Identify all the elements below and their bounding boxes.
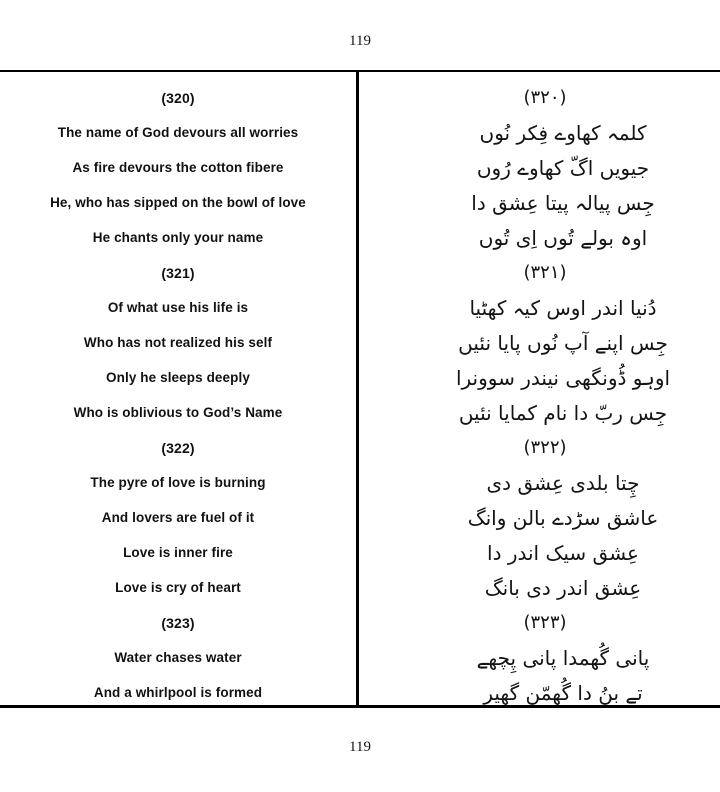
- verse-number-en: (322): [161, 439, 195, 456]
- verse-line: [0, 360, 720, 395]
- verse-line-en: Who has not realized his self: [83, 335, 273, 350]
- verse-line-ur: دُنیا اندر اوس کیہ کھٹیا: [469, 295, 657, 320]
- verse-line-en: He, who has sipped on the bowl of love: [50, 195, 306, 210]
- verse-line: [0, 290, 720, 325]
- verse-line-ur: اوہو ڈُونگھی نیندر سوونرا: [455, 365, 671, 390]
- verse-line-en: And a whirlpool is formed: [93, 685, 263, 700]
- verse-323-header: [0, 605, 720, 640]
- verse-line-ur: جِس اپنے آپ نُوں پایا نئیں: [458, 330, 668, 355]
- verse-320-header: [0, 80, 720, 115]
- verse-line-en: Of what use his life is: [107, 300, 249, 315]
- verse-line-en: The pyre of love is burning: [90, 475, 266, 490]
- verse-line-ur: چِتا بلدی عِشق دی: [486, 470, 640, 495]
- verse-line-ur: اوہ بولے تُوں اِی تُوں: [478, 225, 648, 250]
- verse-number-ur: (۳۲۳): [523, 612, 567, 633]
- verse-line: [0, 395, 720, 430]
- verse-line-ur: جِس پیالہ پیتا عِشق دا: [471, 190, 655, 215]
- verse-line: [0, 150, 720, 185]
- verse-number-en: (321): [161, 264, 195, 281]
- verse-line-ur: جیویں اگّ کھاوے رُوں: [476, 155, 650, 180]
- verse-line-en: Who is oblivious to God’s Name: [73, 405, 283, 420]
- verse-line-ur: عاشق سڑدے بالن وانگ: [467, 505, 659, 530]
- verse-line-ur: عِشق سیک اندر دا: [487, 540, 639, 565]
- verse-line-en: Water chases water: [114, 650, 242, 665]
- verse-line: [0, 465, 720, 500]
- verse-line-en: He chants only your name: [92, 230, 264, 245]
- verse-line-ur: تے بنُ دا گُھمّن گھیر: [483, 680, 643, 705]
- verse-line-ur: جِس ربّ دا نام کمایا نئیں: [458, 400, 668, 425]
- verse-line-en: And lovers are fuel of it: [101, 510, 255, 525]
- verse-line: [0, 535, 720, 570]
- page-number-bottom: 119: [349, 739, 371, 755]
- verse-line: [0, 675, 720, 710]
- verse-line-ur: کلمہ کھاوے فِکر نُوں: [479, 120, 647, 145]
- page-number-top: 119: [349, 33, 371, 49]
- verse-322-header: [0, 430, 720, 465]
- verse-table: [0, 70, 720, 708]
- verse-321-header: [0, 255, 720, 290]
- verse-number-en: (323): [161, 614, 195, 631]
- verse-line-en: As fire devours the cotton fibere: [72, 160, 284, 175]
- verse-line-en: Only he sleeps deeply: [106, 370, 250, 385]
- verse-number-ur: (۳۲۰): [523, 87, 567, 108]
- verse-line-ur: عِشق اندر دی بانگ: [484, 575, 642, 600]
- verse-line: [0, 115, 720, 150]
- verse-line-en: Love is cry of heart: [115, 580, 241, 595]
- verse-number-ur: (۳۲۱): [523, 262, 567, 283]
- verse-line-ur: پانی گُھمدا پانی پِچھے: [476, 645, 650, 670]
- verse-line-en: The name of God devours all worries: [57, 125, 299, 140]
- verse-line: [0, 185, 720, 220]
- verse-line: [0, 570, 720, 605]
- verse-line: [0, 325, 720, 360]
- verse-line: [0, 220, 720, 255]
- verse-line-en: Love is inner fire: [123, 545, 233, 560]
- verse-number-ur: (۳۲۲): [523, 437, 567, 458]
- verse-rows: [0, 72, 720, 705]
- verse-line: [0, 640, 720, 675]
- verse-number-en: (320): [161, 89, 195, 106]
- verse-line: [0, 500, 720, 535]
